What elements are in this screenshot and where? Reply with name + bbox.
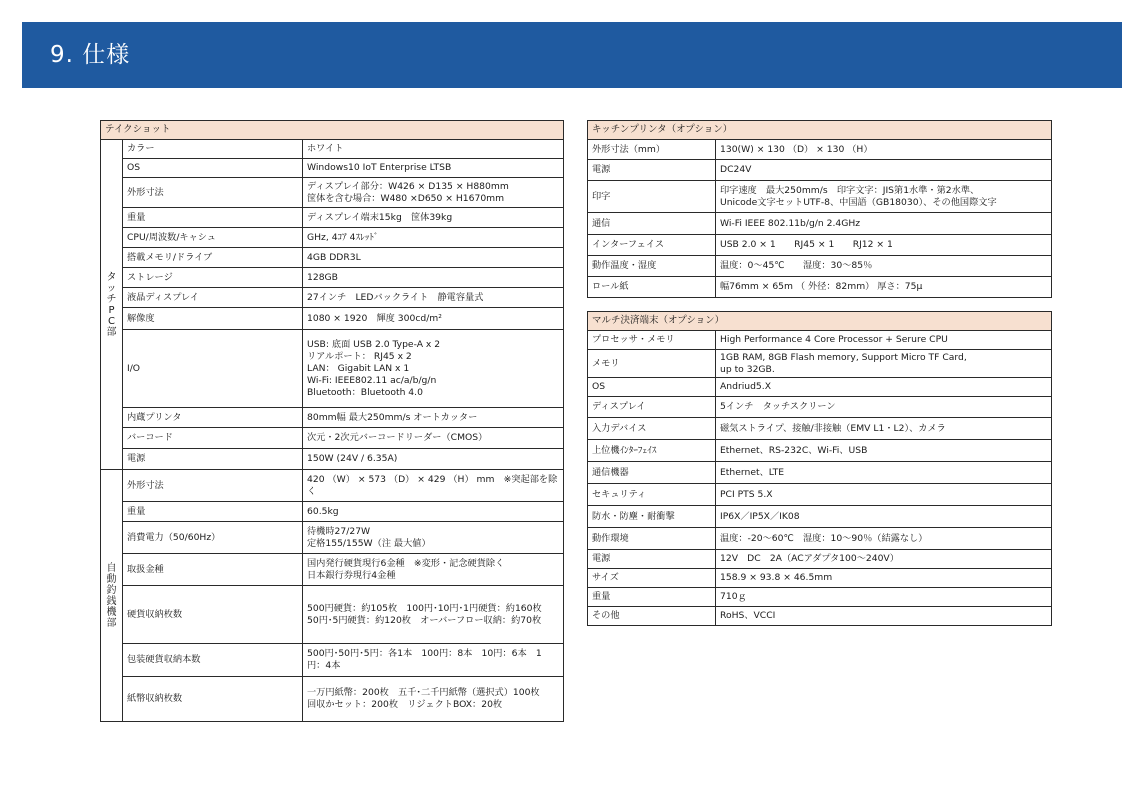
spec-value: 500円･50円･5円：各1本 100円：8本 10円：6本 1円：4本: [303, 644, 564, 677]
spec-label: OS: [588, 378, 716, 397]
spec-value: 4GB DDR3L: [303, 248, 564, 268]
spec-label: 内蔵プリンタ: [123, 408, 303, 428]
spec-label: 消費電力（50/60Hz）: [123, 522, 303, 554]
payment-terminal-spec-table: [587, 311, 1052, 626]
spec-value: 130(W) × 130 （D） × 130 （H）: [716, 140, 1052, 160]
spec-value: ディスプレイ部分：W426 × D135 × H880mm 筐体を含む場合：W480 ×D650 × H1670mm: [303, 178, 564, 208]
spec-label: 電源: [588, 550, 716, 569]
spec-value: 次元・2次元バーコードリーダー（CMOS）: [303, 428, 564, 449]
spec-label: 防水・防塵・耐衝撃: [588, 506, 716, 528]
spec-label: バーコード: [123, 428, 303, 449]
spec-label: OS: [123, 159, 303, 178]
spec-value: 5インチ タッチスクリーン: [716, 397, 1052, 418]
spec-value: IP6X／IP5X／IK08: [716, 506, 1052, 528]
spec-label: 重量: [123, 208, 303, 228]
spec-label: 入力デバイス: [588, 418, 716, 440]
spec-label: 上位機ｲﾝﾀｰﾌｪｲｽ: [588, 440, 716, 462]
spec-label: 電源: [588, 160, 716, 181]
spec-label: 包装硬貨収納本数: [123, 644, 303, 677]
spec-label: 重量: [588, 588, 716, 607]
section-header-bar: [22, 22, 1122, 88]
spec-value: 1080 × 1920 輝度 300cd/m²: [303, 308, 564, 330]
spec-value: 158.9 × 93.8 × 46.5mm: [716, 569, 1052, 588]
spec-label: 紙幣収納枚数: [123, 677, 303, 722]
spec-label: インターフェイス: [588, 235, 716, 256]
spec-value: 27インチ LEDバックライト 静電容量式: [303, 288, 564, 308]
spec-label: 通信: [588, 213, 716, 235]
spec-value: 一万円紙幣：200枚 五千･二千円紙幣（選択式）100枚 回収かセット：200枚 リジェクトBOX：20枚: [303, 677, 564, 722]
takeshot-spec-table: [100, 120, 564, 722]
spec-label: メモリ: [588, 350, 716, 378]
group-label-touch-pc: タッチPC部: [101, 140, 123, 470]
spec-label: 重量: [123, 502, 303, 522]
spec-label: サイズ: [588, 569, 716, 588]
spec-value: 420 （W） × 573 （D） × 429 （H） mm ※突起部を除く: [303, 470, 564, 502]
spec-value: 60.5kg: [303, 502, 564, 522]
spec-label: 外形寸法（mm）: [588, 140, 716, 160]
spec-value: Ethernet、LTE: [716, 462, 1052, 484]
spec-value: 1GB RAM, 8GB Flash memory, Support Micro TF Card, up to 32GB.: [716, 350, 1052, 378]
spec-value: RoHS、VCCI: [716, 607, 1052, 626]
spec-label: 電源: [123, 449, 303, 470]
spec-label: 動作温度・湿度: [588, 256, 716, 277]
takeshot-table-header: テイクショット: [101, 121, 564, 140]
spec-value: Andriud5.X: [716, 378, 1052, 397]
spec-value: USB: 底面 USB 2.0 Type-A x 2 リアルポート： RJ45 x 2 LAN： Gigabit LAN x 1 Wi-Fi: IEEE802.11 ac/a/b/g/n Bluetooth：Bluetooth 4.0: [303, 330, 564, 408]
spec-label: I/O: [123, 330, 303, 408]
spec-value: 温度：-20～60℃ 湿度：10～90％（結露なし）: [716, 528, 1052, 550]
spec-value: Wi-Fi IEEE 802.11b/g/n 2.4GHz: [716, 213, 1052, 235]
spec-label: カラー: [123, 140, 303, 159]
spec-label: その他: [588, 607, 716, 626]
spec-value: Ethernet、RS-232C、Wi-Fi、USB: [716, 440, 1052, 462]
spec-value: 80mm幅 最大250mm/s オートカッター: [303, 408, 564, 428]
spec-value: USB 2.0 × 1 RJ45 × 1 RJ12 × 1: [716, 235, 1052, 256]
spec-label: 搭載メモリ/ドライブ: [123, 248, 303, 268]
spec-label: ロール紙: [588, 277, 716, 298]
spec-value: 温度：0～45℃ 湿度：30～85％: [716, 256, 1052, 277]
spec-label: 印字: [588, 181, 716, 213]
spec-value: 国内発行硬貨現行6金種 ※変形・記念硬貨除く 日本銀行券現行4金種: [303, 554, 564, 586]
spec-label: ストレージ: [123, 268, 303, 288]
spec-value: 印字速度 最大250mm/s 印字文字：JIS第1水準・第2水準、 Unicode文字セットUTF-8、中国語（GB18030）、その他国際文字: [716, 181, 1052, 213]
spec-label: 液晶ディスプレイ: [123, 288, 303, 308]
spec-label: 解像度: [123, 308, 303, 330]
spec-label: 通信機器: [588, 462, 716, 484]
spec-value: 待機時27/27W 定格155/155W（注 最大値）: [303, 522, 564, 554]
spec-value: ホワイト: [303, 140, 564, 159]
spec-value: 128GB: [303, 268, 564, 288]
spec-label: ディスプレイ: [588, 397, 716, 418]
spec-label: 動作環境: [588, 528, 716, 550]
spec-value: GHz, 4ｺｱ 4ｽﾚｯﾄﾞ: [303, 228, 564, 248]
page-title: 9. 仕様: [50, 42, 131, 68]
group-label-change-machine: 自動釣銭機部: [101, 470, 123, 722]
spec-value: High Performance 4 Core Processor + Serure CPU: [716, 331, 1052, 350]
spec-value: DC24V: [716, 160, 1052, 181]
spec-label: CPU/周波数/キャシュ: [123, 228, 303, 248]
spec-value: ディスプレイ端末15kg 筐体39kg: [303, 208, 564, 228]
kitchen-printer-spec-table: [587, 120, 1052, 298]
spec-value: Windows10 IoT Enterprise LTSB: [303, 159, 564, 178]
payment-terminal-table-header: マルチ決済端末（オプション）: [588, 312, 1052, 331]
spec-value: 500円硬貨：約105枚 100円･10円･1円硬貨：約160枚 50円･5円硬貨：約120枚 オーバーフロー収納：約70枚: [303, 586, 564, 644]
spec-label: 硬貨収納枚数: [123, 586, 303, 644]
spec-label: 外形寸法: [123, 178, 303, 208]
spec-value: 710ｇ: [716, 588, 1052, 607]
spec-label: プロセッサ・メモリ: [588, 331, 716, 350]
spec-value: PCI PTS 5.X: [716, 484, 1052, 506]
spec-value: 磁気ストライプ、接触/非接触（EMV L1・L2）、カメラ: [716, 418, 1052, 440]
spec-value: 150W (24V / 6.35A): [303, 449, 564, 470]
spec-label: セキュリティ: [588, 484, 716, 506]
spec-label: 取扱金種: [123, 554, 303, 586]
spec-value: 12V DC 2A（ACアダプタ100～240V）: [716, 550, 1052, 569]
spec-label: 外形寸法: [123, 470, 303, 502]
kitchen-printer-table-header: キッチンプリンタ（オプション）: [588, 121, 1052, 140]
spec-value: 幅76mm × 65m （ 外径：82mm） 厚さ：75μ: [716, 277, 1052, 298]
